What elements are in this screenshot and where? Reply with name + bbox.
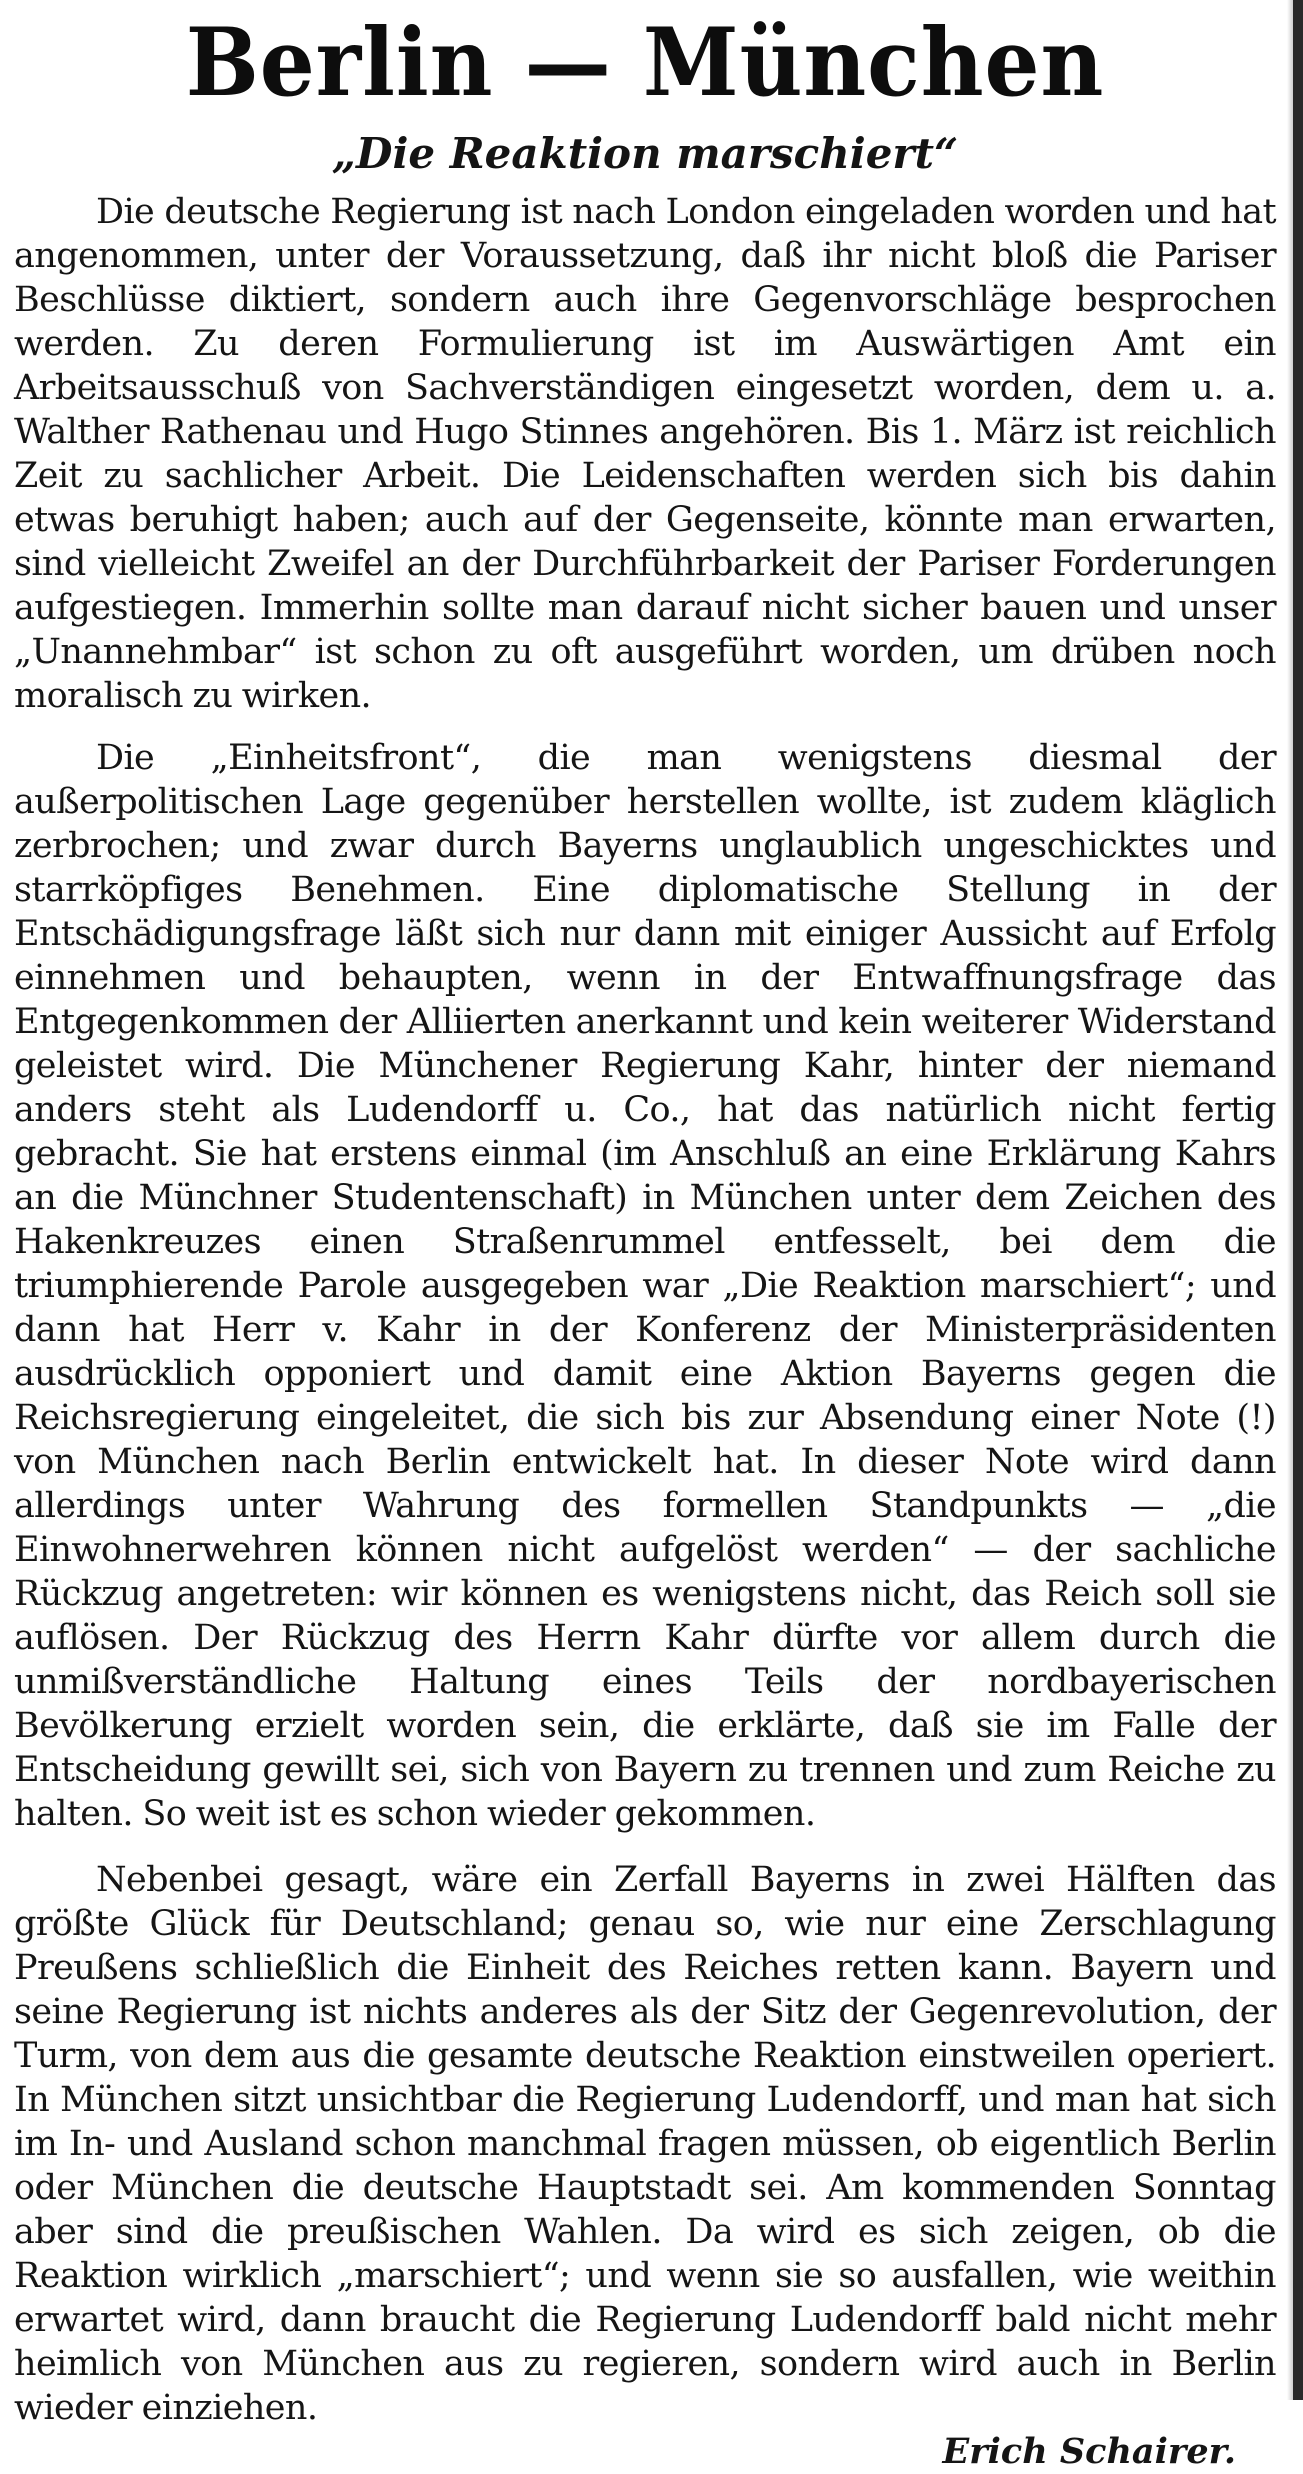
- paragraph-2: Die „Einheitsfront“, die man wenigstens diesmal der außerpolitischen Lage gegenüber herstellen wollte, ist zudem kläglich zerbrochen; und zwar durch Bayerns unglaublich ungeschicktes und starrköpfiges Benehmen. Eine diplomatische Stellung in der Entschädigungsfrage läßt sich nur dann mit einiger Aussicht auf Erfolg einnehmen und behaupten, wenn in der Entwaffnungsfrage das Entgegenkommen der Alliierten anerkannt und kein weiterer Widerstand geleistet wird. Die Münchener Regierung Kahr, hinter der niemand anders steht als Ludendorff u. Co., hat das natürlich nicht fertig gebracht. Sie hat erstens einmal (im Anschluß an eine Erklärung Kahrs an die Münchner Studentenschaft) in München unter dem Zeichen des Hakenkreuzes einen Straßenrummel entfesselt, bei dem die triumphierende Parole ausgegeben war „Die Reaktion marschiert“; und dann hat Herr v. Kahr in der Konferenz der Ministerpräsidenten ausdrücklich opponiert und damit eine Aktion Bayerns gegen die Reichsregierung eingeleitet, die sich bis zur Absendung einer Note (!) von München nach Berlin entwickelt hat. In dieser Note wird dann allerdings unter Wahrung des formellen Standpunkts — „die Einwohnerwehren können nicht aufgelöst werden“ — der sachliche Rückzug angetreten: wir können es wenigstens nicht, das Reich soll sie auflösen. Der Rückzug des Herrn Kahr dürfte vor allem durch die unmißverständliche Haltung eines Teils der nordbayerischen Bevölkerung erzielt worden sein, die erklärte, daß sie im Falle der Entscheidung gewillt sei, sich von Bayern zu trennen und zum Reiche zu halten. So weit ist es schon wieder gekommen.: [14, 738, 1276, 1834]
- paragraph-3: Nebenbei gesagt, wäre ein Zerfall Bayerns in zwei Hälften das größte Glück für Deutschland; genau so, wie nur eine Zerschlagung Preußens schließlich die Einheit des Reiches retten kann. Bayern und seine Regierung ist nichts anderes als der Sitz der Gegenrevolution, der Turm, von dem aus die gesamte deutsche Reaktion einstweilen operiert. In München sitzt unsichtbar die Regierung Ludendorff, und man hat sich im In- und Ausland schon manchmal fragen müssen, ob eigentlich Berlin oder München die deutsche Hauptstadt sei. Am kommenden Sonntag aber sind die preußischen Wahlen. Da wird es sich zeigen, ob die Reaktion wirklich „marschiert“; und wenn sie so ausfallen, wie weithin erwartet wird, dann braucht die Regierung Ludendorff bald nicht mehr heimlich von München aus zu regieren, sondern wird auch in Berlin wieder einziehen.: [14, 1860, 1276, 2428]
- headline: Berlin — München: [185, 8, 1105, 118]
- paragraph-1: Die deutsche Regierung ist nach London eingeladen worden und hat angenommen, unter der Voraussetzung, daß ihr nicht bloß die Pariser Beschlüsse diktiert, sondern auch ihre Gegenvorschläge besprochen werden. Zu deren Formulierung ist im Auswärtigen Amt ein Arbeitsausschuß von Sachverständigen eingesetzt worden, dem u. a. Walther Rathenau und Hugo Stinnes angehören. Bis 1. März ist reichlich Zeit zu sachlicher Arbeit. Die Leidenschaften werden sich bis dahin etwas beruhigt haben; auch auf der Gegenseite, könnte man erwarten, sind vielleicht Zweifel an der Durchführbarkeit der Pariser Forderungen aufgestiegen. Immerhin sollte man darauf nicht sicher bauen und unser „Unannehmbar“ ist schon zu oft ausgeführt worden, um drüben noch moralisch zu wirken.: [14, 192, 1276, 716]
- scan-edge: [1293, 0, 1303, 2400]
- author-signature: Erich Schairer.: [942, 2431, 1236, 2472]
- newspaper-article: [14, 0, 1276, 2474]
- subheadline: „Die Reaktion marschiert“: [331, 129, 959, 178]
